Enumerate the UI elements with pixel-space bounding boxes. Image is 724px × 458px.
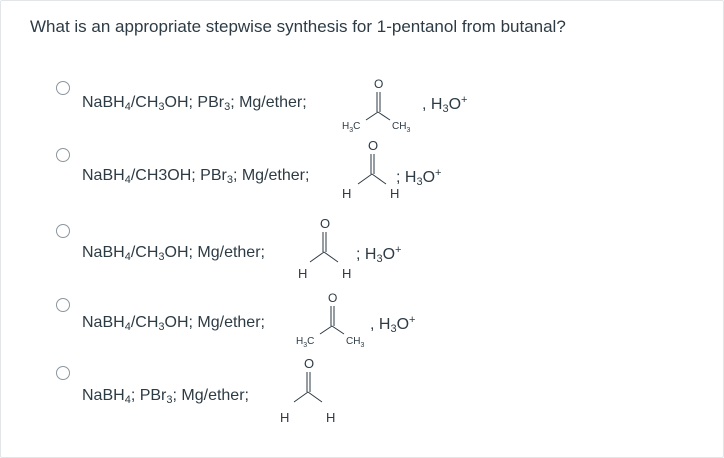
hydrogen-right-label: H xyxy=(342,266,352,281)
option-3-reagents: $NaBH_4/CH_3OH$; Mg/ether; xyxy=(82,244,265,263)
option-4-after: , $H_3O^+$ xyxy=(370,314,416,335)
radio-button-3[interactable] xyxy=(56,224,70,238)
option-2-reagents: NaBH$_4$/CH3OH; PBr$_3$; Mg/ether; xyxy=(82,167,310,186)
oxygen-label: O xyxy=(304,356,315,371)
answer-option-1[interactable] xyxy=(0,78,700,148)
option-3-after: ; $H_3O^+$ xyxy=(356,244,402,265)
answer-option-5[interactable] xyxy=(0,356,700,436)
hydrogen-left-label: H xyxy=(280,410,290,425)
hydrogen-right-label: H xyxy=(326,410,336,425)
answer-option-2[interactable] xyxy=(0,138,700,218)
option-1-reagents: $NaBH_4/CH_3OH$; PBr$_3$; Mg/ether; xyxy=(82,94,307,113)
methyl-right-label: $CH_3$ xyxy=(346,336,365,349)
hydrogen-right-label: H xyxy=(390,186,400,201)
methyl-left-label: $H_3C$ xyxy=(342,121,361,134)
oxygen-label: O xyxy=(374,77,384,91)
radio-button-1[interactable] xyxy=(56,81,70,95)
option-2-after: ; $H_3O^+$ xyxy=(396,167,442,188)
answer-option-3[interactable] xyxy=(0,216,700,294)
acetone-structure-1 xyxy=(340,78,420,138)
radio-button-2[interactable] xyxy=(56,148,70,162)
radio-button-4[interactable] xyxy=(56,298,70,312)
methyl-right-label: $CH_3$ xyxy=(392,121,411,134)
formaldehyde-structure-3 xyxy=(290,218,360,293)
oxygen-label: O xyxy=(368,138,379,153)
acetone-structure-4 xyxy=(294,292,374,352)
option-5-reagents: NaBH$_4$; PBr$_3$; Mg/ether; xyxy=(82,387,249,406)
hydrogen-left-label: H xyxy=(298,266,308,281)
answer-option-4[interactable] xyxy=(0,291,700,368)
oxygen-label: O xyxy=(320,216,331,231)
methyl-left-label: $H_3C$ xyxy=(296,336,315,349)
hydrogen-left-label: H xyxy=(342,186,352,201)
formaldehyde-structure-5 xyxy=(274,358,344,433)
oxygen-label: O xyxy=(328,291,338,305)
option-4-reagents: $NaBH_4/CH_3OH$; Mg/ether; xyxy=(82,314,265,333)
question-text: What is an appropriate stepwise synthesis for 1-pentanol from butanal? xyxy=(30,17,566,36)
radio-button-5[interactable] xyxy=(56,366,70,380)
option-1-after: , $H_3O^+$ xyxy=(422,94,468,115)
